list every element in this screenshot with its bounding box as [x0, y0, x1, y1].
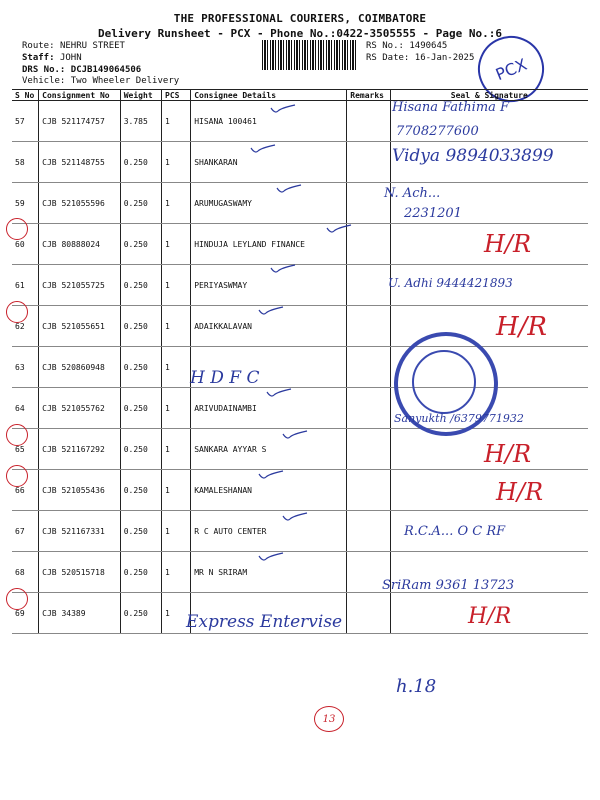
row-pcs: 1 [162, 388, 191, 429]
check-tick-icon [258, 306, 284, 316]
row-weight: 0.250 [120, 347, 161, 388]
handwritten-signature: SriRam 9361 13723 [382, 578, 515, 593]
row-consignee: PERIYASWMAY [191, 265, 347, 306]
check-tick-icon [282, 430, 308, 440]
check-tick-icon [326, 224, 352, 234]
red-circle-mark [6, 218, 28, 240]
row-consignee: KAMALESHANAN [191, 470, 347, 511]
row-consignment: CJB 521055596 [39, 183, 121, 224]
row-pcs: 1 [162, 470, 191, 511]
staff-line: Staff: JOHN [22, 53, 82, 63]
row-weight: 0.250 [120, 183, 161, 224]
row-sno: 63 [12, 347, 39, 388]
row-pcs: 1 [162, 593, 191, 634]
rs-date-line: RS Date: 16-Jan-2025 [366, 53, 475, 63]
row-pcs: 1 [162, 429, 191, 470]
hr-mark: H/R [496, 478, 544, 506]
row-remarks [347, 429, 390, 470]
row-consignment: CJB 521055651 [39, 306, 121, 347]
row-weight: 0.250 [120, 224, 161, 265]
row-sno: 62 [12, 306, 39, 347]
red-circle-mark [6, 301, 28, 323]
rs-date-value: 16-Jan-2025 [414, 53, 475, 63]
row-sno: 65 [12, 429, 39, 470]
row-sno: 67 [12, 511, 39, 552]
row-consignment: CJB 521167292 [39, 429, 121, 470]
handwritten-signature: Vidya 9894033899 [392, 146, 554, 166]
row-consignment: CJB 521174757 [39, 101, 121, 142]
row-remarks [347, 511, 390, 552]
check-tick-icon [276, 184, 302, 194]
row-consignee: ADAIKKALAVAN [191, 306, 347, 347]
row-consignee: HINDUJA LEYLAND FINANCE [191, 224, 347, 265]
col-consignee: Consignee Details [191, 90, 347, 101]
row-weight: 0.250 [120, 470, 161, 511]
row-sno: 68 [12, 552, 39, 593]
col-seal-signature: Seal & Signature [390, 90, 588, 101]
vehicle-value: Two Wheeler Delivery [70, 76, 180, 86]
check-tick-icon [258, 470, 284, 480]
row-remarks [347, 142, 390, 183]
row-sno: 69 [12, 593, 39, 634]
row-consignment: CJB 521167331 [39, 511, 121, 552]
table-row [12, 347, 588, 388]
check-tick-icon [270, 104, 296, 114]
col-remarks: Remarks [347, 90, 390, 101]
row-remarks [347, 306, 390, 347]
handwritten-note: h.18 [396, 676, 437, 697]
check-tick-icon [258, 552, 284, 562]
row-sno: 66 [12, 470, 39, 511]
red-circle-mark [6, 424, 28, 446]
row-remarks [347, 101, 390, 142]
row-consignment: CJB 520860948 [39, 347, 121, 388]
hr-mark: H/R [496, 312, 548, 342]
col-consignment: Consignment No [39, 90, 121, 101]
row-pcs: 1 [162, 183, 191, 224]
row-weight: 3.785 [120, 101, 161, 142]
handwritten-signature: N. Ach... [384, 186, 441, 201]
handwritten-signature: Sanyukth /6379771932 [394, 412, 524, 425]
row-sno: 64 [12, 388, 39, 429]
row-sno: 58 [12, 142, 39, 183]
handwritten-signature: U. Adhi 9444421893 [388, 276, 513, 290]
row-remarks [347, 388, 390, 429]
handwritten-name: Hisana Fathima F [392, 100, 510, 115]
row-pcs: 1 [162, 265, 191, 306]
drs-line: DRS No.: DCJB149064506 [22, 65, 142, 75]
row-consignment: CJB 521055762 [39, 388, 121, 429]
row-weight: 0.250 [120, 388, 161, 429]
row-weight: 0.250 [120, 265, 161, 306]
pcx-stamp: PCX [468, 26, 554, 112]
row-pcs: 1 [162, 306, 191, 347]
row-consignment: CJB 521055436 [39, 470, 121, 511]
rs-no-value: 1490645 [409, 41, 448, 51]
row-remarks [347, 224, 390, 265]
handwritten-note: R.C.A... O C RF [404, 524, 506, 539]
check-tick-icon [250, 144, 276, 154]
row-consignee: ARUMUGASWAMY [191, 183, 347, 224]
company-seal-inner [412, 350, 476, 414]
handwritten-number: 2231201 [404, 206, 462, 221]
vehicle-line: Vehicle: Two Wheeler Delivery [22, 76, 180, 86]
row-consignee: R C AUTO CENTER [191, 511, 347, 552]
row-consignment: CJB 80888024 [39, 224, 121, 265]
row-consignee: HISANA 100461 [191, 101, 347, 142]
row-consignment: CJB 34389 [39, 593, 121, 634]
bottom-circle-mark: 13 [314, 706, 344, 732]
row-weight: 0.250 [120, 511, 161, 552]
row-consignment: CJB 521055725 [39, 265, 121, 306]
row-consignment: CJB 521148755 [39, 142, 121, 183]
col-pcs: PCS [162, 90, 191, 101]
check-tick-icon [266, 388, 292, 398]
col-weight: Weight [120, 90, 161, 101]
row-remarks [347, 470, 390, 511]
barcode [262, 40, 358, 70]
row-weight: 0.250 [120, 552, 161, 593]
route-line: Route: NEHRU STREET [22, 41, 125, 51]
row-pcs: 1 [162, 101, 191, 142]
company-title: THE PROFESSIONAL COURIERS, COIMBATORE [173, 12, 427, 25]
runsheet-subtitle: Delivery Runsheet - PCX - Phone No.:0422-3505555 - Page No.:6 [98, 27, 502, 40]
table-header-row [12, 90, 588, 101]
row-consignment: CJB 520515718 [39, 552, 121, 593]
drs-value: DCJB149064506 [70, 65, 142, 75]
red-circle-mark [6, 465, 28, 487]
row-seal [390, 470, 588, 511]
row-sno: 57 [12, 101, 39, 142]
rs-no-line: RS No.: 1490645 [366, 41, 448, 51]
row-weight: 0.250 [120, 306, 161, 347]
row-pcs: 1 [162, 142, 191, 183]
col-sno: S No [12, 90, 39, 101]
row-sno: 61 [12, 265, 39, 306]
check-tick-icon [282, 512, 308, 522]
hr-mark: H/R [484, 230, 532, 258]
row-remarks [347, 265, 390, 306]
row-sno: 59 [12, 183, 39, 224]
row-pcs: 1 [162, 224, 191, 265]
handwritten-phone: 7708277600 [396, 124, 479, 139]
hr-mark: H/R [468, 604, 512, 629]
row-sno: 60 [12, 224, 39, 265]
route-value: NEHRU STREET [59, 41, 125, 51]
handwritten-note: Express Entervise [186, 612, 343, 632]
red-circle-mark [6, 588, 28, 610]
row-weight: 0.250 [120, 142, 161, 183]
row-weight: 0.250 [120, 429, 161, 470]
row-consignee: ARIVUDAINAMBI [191, 388, 347, 429]
staff-value: JOHN [59, 53, 82, 63]
check-tick-icon [270, 264, 296, 274]
runsheet-table [12, 89, 588, 634]
row-pcs: 1 [162, 511, 191, 552]
handwritten-note: H D F C [190, 368, 260, 388]
row-pcs: 1 [162, 347, 191, 388]
row-consignee: MR N SRIRAM [191, 552, 347, 593]
row-consignee: SHANKARAN [191, 142, 347, 183]
row-consignee: SANKARA AYYAR S [191, 429, 347, 470]
row-remarks [347, 347, 390, 388]
hr-mark: H/R [484, 440, 532, 468]
row-remarks [347, 593, 390, 634]
row-pcs: 1 [162, 552, 191, 593]
row-weight: 0.250 [120, 593, 161, 634]
